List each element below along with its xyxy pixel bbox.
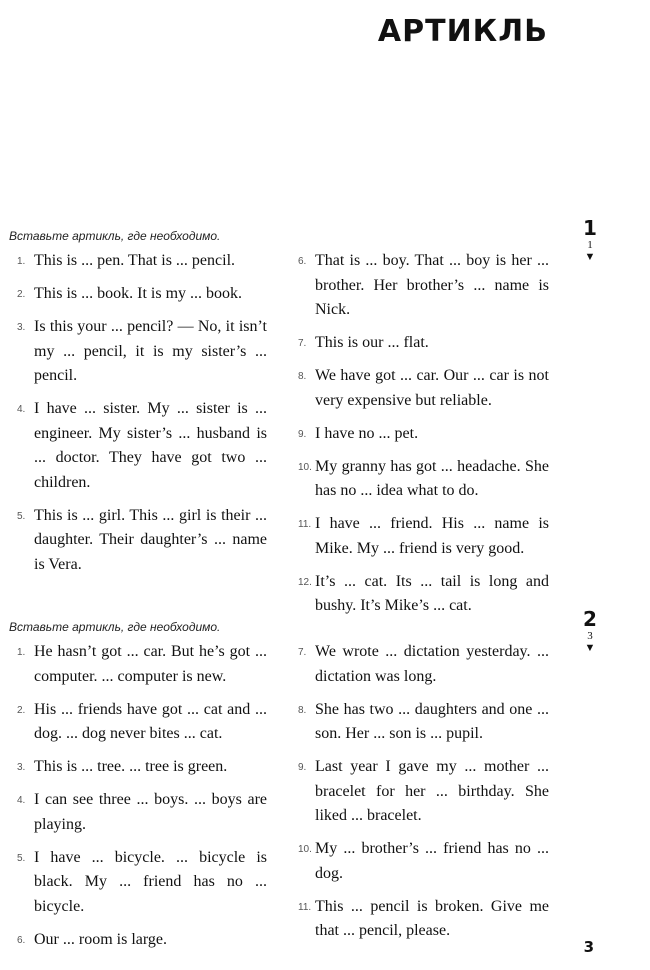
- exercise-number: 1: [583, 216, 597, 240]
- item-number: 2.: [17, 289, 26, 300]
- item-text: I can see three ... boys. ... boys are playing.: [34, 791, 267, 833]
- item-text: She has two ... daughters and one ... son. Her ... son is ... pupil.: [315, 700, 549, 742]
- item-number: 1.: [17, 256, 26, 267]
- exercise-number-badge: [578, 217, 602, 263]
- item-text: We have got ... car. Our ... car is not very expensive but reliable.: [315, 367, 549, 409]
- item-number: 4.: [17, 404, 26, 415]
- item-text: Our ... room is large.: [34, 930, 168, 948]
- page-title: АРТИКЛЬ: [377, 14, 548, 49]
- item-number: 4.: [17, 795, 26, 806]
- exercise-number-badge: [578, 608, 602, 654]
- exercise-item: [17, 755, 267, 780]
- triangle-down-icon: ▼: [584, 642, 596, 654]
- item-text: This ... pencil is broken. Give me that ... pencil, please.: [315, 897, 549, 939]
- exercise-item: [17, 397, 267, 495]
- exercise-item: [17, 846, 267, 920]
- exercise-item: [17, 640, 267, 689]
- difficulty-level: 3: [587, 630, 593, 642]
- item-text: I have ... bicycle. ... bicycle is black. My ... friend has no ... bicycle.: [34, 848, 267, 915]
- item-number: 12.: [298, 576, 312, 588]
- item-number: 10.: [298, 844, 312, 855]
- item-number: 8.: [298, 704, 307, 716]
- item-text: It’s ... cat. Its ... tail is long and bushy. It’s Mike’s ... cat.: [315, 572, 549, 614]
- exercise-item: [17, 504, 267, 578]
- exercise-items-right: [298, 249, 549, 627]
- exercise-item: [298, 422, 549, 447]
- exercise-instruction: Вставьте артикль, где необходимо.: [9, 620, 221, 634]
- item-text: He hasn’t got ... car. But he’s got ... computer. ... computer is new.: [34, 643, 267, 685]
- item-number: 10.: [298, 461, 312, 473]
- exercise-number: 2: [583, 607, 597, 631]
- exercise-item: [17, 788, 267, 837]
- item-number: 7.: [298, 647, 307, 658]
- item-number: 8.: [298, 371, 307, 382]
- exercise-instruction: Вставьте артикль, где необходимо.: [9, 229, 221, 243]
- item-text: His ... friends have got ... cat and ... dog. ... dog never bites ... cat.: [34, 700, 267, 742]
- item-text: This is ... book. It is my ... book.: [34, 285, 243, 302]
- exercise-item: [17, 928, 267, 953]
- item-number: 5.: [17, 510, 26, 522]
- item-text: My ... brother’s ... friend has no ... dog.: [315, 840, 549, 882]
- item-number: 11.: [298, 901, 312, 913]
- item-number: 2.: [17, 704, 26, 716]
- exercise-item: [298, 895, 549, 944]
- exercise-item: [298, 755, 549, 829]
- item-text: This is our ... flat.: [315, 334, 429, 351]
- exercise-item: [298, 640, 549, 689]
- item-number: 9.: [298, 428, 307, 440]
- difficulty-level: 1: [587, 239, 593, 251]
- item-text: This is ... pen. That is ... pencil.: [34, 252, 236, 269]
- item-number: 3.: [17, 322, 26, 333]
- item-text: This is ... girl. This ... girl is their ... daughter. Their daughter’s ... name is Vera.: [34, 506, 267, 573]
- item-text: This is ... tree. ... tree is green.: [34, 758, 228, 775]
- exercise-items-right: [298, 640, 549, 952]
- exercise-item: [298, 570, 549, 619]
- exercise-item: [298, 512, 549, 561]
- item-text: Is this your ... pencil? — No, it isn’t my ... pencil, it is my sister’s ... pencil.: [34, 318, 267, 384]
- item-number: 7.: [298, 338, 307, 349]
- item-text: Last year I gave my ... mother ... bracelet for her ... birthday. She liked ... bracelet.: [315, 758, 549, 824]
- item-number: 6.: [17, 934, 26, 946]
- exercise-item: [298, 837, 549, 886]
- item-number: 6.: [298, 256, 307, 267]
- item-text: I have no ... pet.: [315, 424, 419, 442]
- item-text: My granny has got ... headache. She has no ... idea what to do.: [315, 457, 549, 499]
- exercise-item: [298, 331, 549, 356]
- exercise-item: [298, 364, 549, 413]
- exercise-items-left: [17, 249, 267, 586]
- exercise-item: [17, 282, 267, 307]
- item-number: 1.: [17, 647, 26, 658]
- item-number: 3.: [17, 762, 26, 773]
- exercise-item: [17, 315, 267, 389]
- exercise-item: [298, 249, 549, 323]
- item-text: I have ... sister. My ... sister is ... engineer. My sister’s ... husband is ... doctor. They have got two ... children.: [34, 400, 267, 491]
- exercise-item: [298, 455, 549, 504]
- page-number: 3: [583, 938, 594, 956]
- item-text: That is ... boy. That ... boy is her ... brother. Her brother’s ... name is Nick.: [315, 252, 549, 318]
- item-text: We wrote ... dictation yesterday. ... dictation was long.: [315, 643, 549, 685]
- item-number: 11.: [298, 519, 312, 530]
- item-text: I have ... friend. His ... name is Mike. My ... friend is very good.: [315, 515, 549, 557]
- exercise-item: [298, 698, 549, 747]
- exercise-item: [17, 249, 267, 274]
- exercise-item: [17, 698, 267, 747]
- item-number: 9.: [298, 762, 307, 773]
- exercise-items-left: [17, 640, 267, 961]
- triangle-down-icon: ▼: [584, 251, 596, 263]
- item-number: 5.: [17, 852, 26, 864]
